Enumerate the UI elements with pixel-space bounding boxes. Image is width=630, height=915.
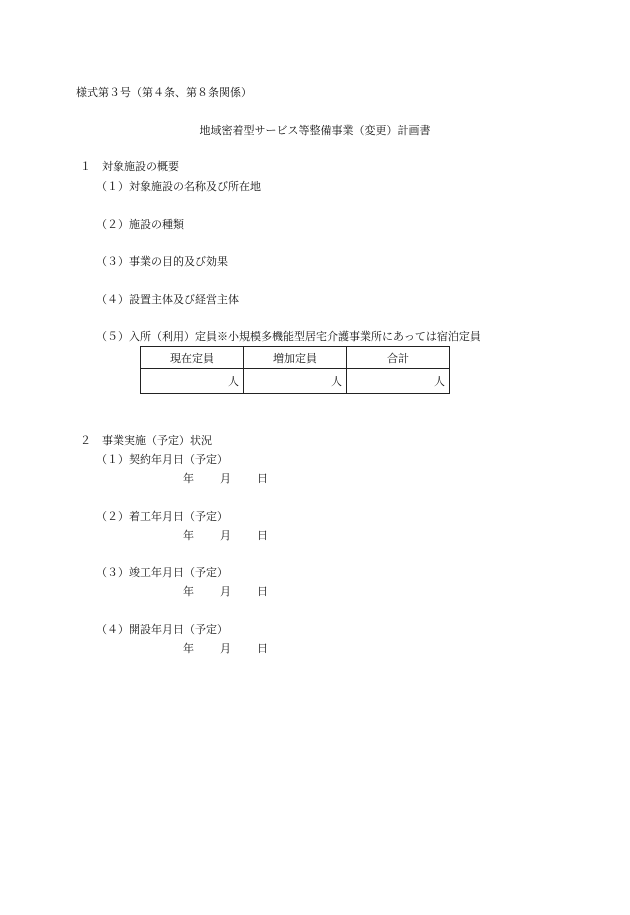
capacity-table-value-row bbox=[141, 369, 450, 394]
section-1-item-2: （２）施設の種類 bbox=[96, 218, 184, 231]
month-label: 月 bbox=[220, 642, 231, 655]
capacity-table-header-row bbox=[141, 347, 450, 369]
date-row-completion[interactable] bbox=[183, 585, 268, 599]
year-label: 年 bbox=[183, 585, 194, 598]
capacity-table bbox=[140, 346, 450, 394]
day-label: 日 bbox=[257, 585, 268, 598]
day-label: 日 bbox=[257, 642, 268, 655]
date-row-construction-start[interactable] bbox=[183, 529, 268, 543]
date-row-contract[interactable] bbox=[183, 472, 268, 486]
day-label: 日 bbox=[257, 472, 268, 485]
year-label: 年 bbox=[183, 529, 194, 542]
capacity-cell-increase[interactable]: 人 bbox=[244, 369, 347, 394]
date-row-opening[interactable] bbox=[183, 642, 268, 656]
section-1-item-4: （４）設置主体及び経営主体 bbox=[96, 293, 239, 306]
month-label: 月 bbox=[220, 472, 231, 485]
capacity-header-current: 現在定員 bbox=[141, 347, 244, 369]
section-1-item-3: （３）事業の目的及び効果 bbox=[96, 255, 228, 268]
capacity-cell-total[interactable]: 人 bbox=[347, 369, 450, 394]
day-label: 日 bbox=[257, 529, 268, 542]
month-label: 月 bbox=[220, 529, 231, 542]
year-label: 年 bbox=[183, 472, 194, 485]
form-number: 様式第３号（第４条、第８条関係） bbox=[76, 86, 252, 99]
section-1-item-1: （１）対象施設の名称及び所在地 bbox=[96, 180, 261, 193]
section-2-item-4: （４）開設年月日（予定） bbox=[96, 623, 228, 636]
capacity-cell-current[interactable]: 人 bbox=[141, 369, 244, 394]
section-2-item-2: （２）着工年月日（予定） bbox=[96, 510, 228, 523]
section-2-heading: ２ 事業実施（予定）状況 bbox=[80, 434, 212, 447]
year-label: 年 bbox=[183, 642, 194, 655]
section-1-heading: １ 対象施設の概要 bbox=[80, 160, 179, 173]
section-1-item-5: （５）入所（利用）定員※小規模多機能型居宅介護事業所にあっては宿泊定員 bbox=[96, 330, 481, 343]
capacity-header-increase: 増加定員 bbox=[244, 347, 347, 369]
section-2-item-1: （１）契約年月日（予定） bbox=[96, 453, 228, 466]
month-label: 月 bbox=[220, 585, 231, 598]
capacity-header-total: 合計 bbox=[347, 347, 450, 369]
document-title: 地域密着型サービス等整備事業（変更）計画書 bbox=[199, 124, 431, 137]
section-2-item-3: （３）竣工年月日（予定） bbox=[96, 566, 228, 579]
